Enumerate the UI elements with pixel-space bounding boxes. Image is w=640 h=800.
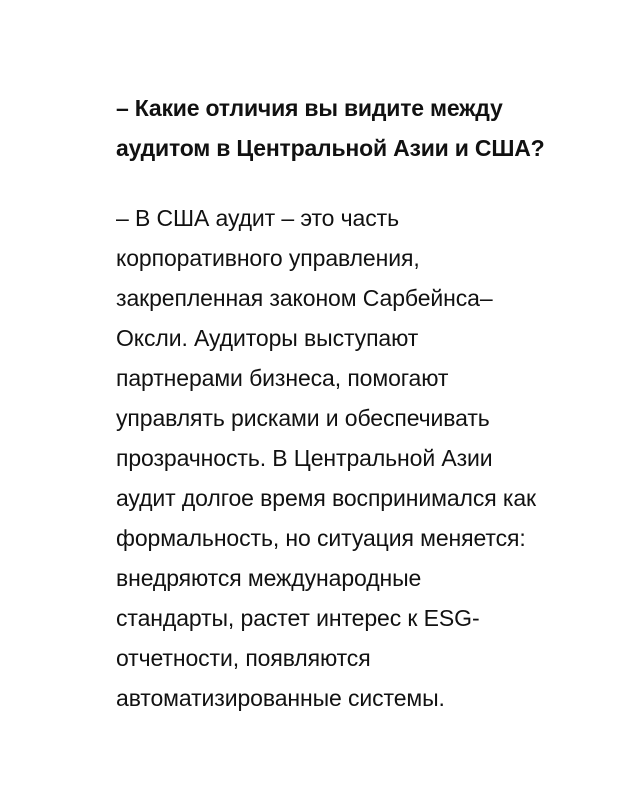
- answer-line: отчетности, появляются: [116, 645, 371, 671]
- answer-line: формальность, но ситуация меняется:: [116, 525, 526, 551]
- answer-line: корпоративного управления,: [116, 245, 420, 271]
- answer-line: закрепленная законом Сарбейнса–: [116, 285, 493, 311]
- interview-answer: [116, 198, 616, 718]
- question-line: аудитом в Центральной Азии и США?: [116, 135, 545, 161]
- question-line: – Какие отличия вы видите между: [116, 95, 503, 121]
- interview-question: [116, 88, 616, 168]
- answer-line: аудит долгое время воспринимался как: [116, 485, 536, 511]
- answer-line: управлять рисками и обеспечивать: [116, 405, 490, 431]
- answer-line: прозрачность. В Центральной Азии: [116, 445, 493, 471]
- answer-line: Оксли. Аудиторы выступают: [116, 325, 419, 351]
- answer-line: стандарты, растет интерес к ESG-: [116, 605, 480, 631]
- answer-line: внедряются международные: [116, 565, 422, 591]
- answer-line: – В США аудит – это часть: [116, 205, 399, 231]
- answer-line: партнерами бизнеса, помогают: [116, 365, 449, 391]
- interview-article: [116, 88, 616, 718]
- answer-line: автоматизированные системы.: [116, 685, 445, 711]
